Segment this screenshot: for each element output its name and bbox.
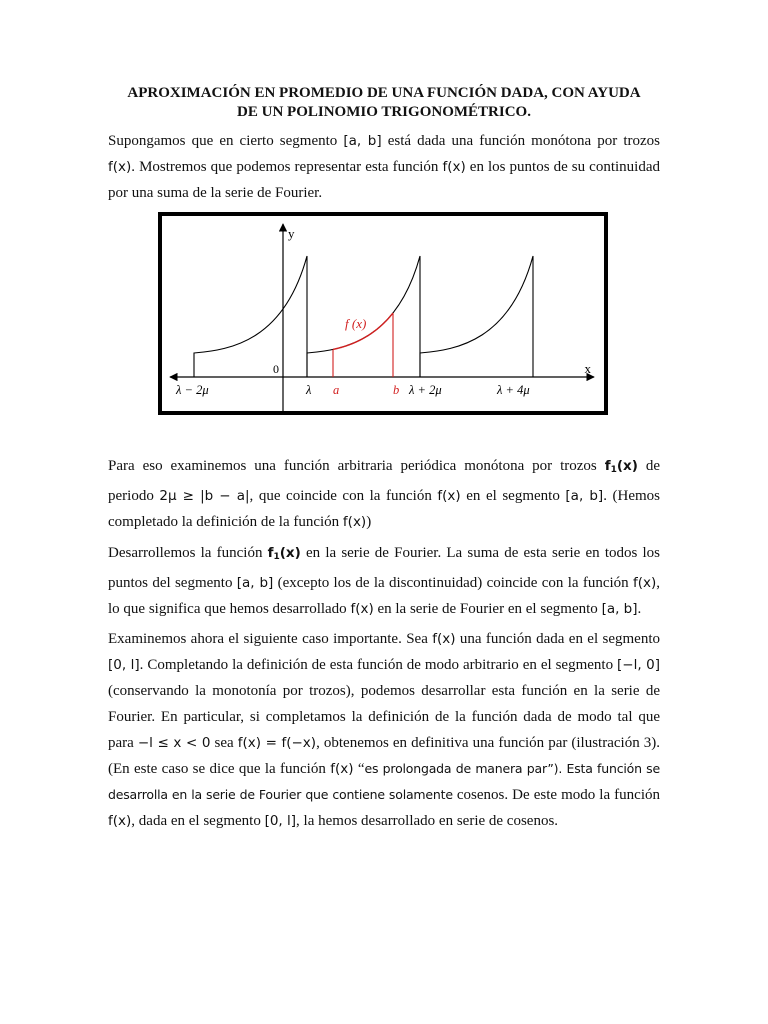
figure-svg bbox=[162, 216, 604, 411]
p1-text-1: Supongamos que en cierto segmento bbox=[108, 133, 344, 149]
title-line-1: APROXIMACIÓN EN PROMEDIO DE UNA FUNCIÓN DADA, CON AYUDA bbox=[127, 85, 641, 101]
p3-text-3: (excepto los de la discontinuidad) coincide con la función bbox=[273, 575, 633, 591]
paragraph-4 bbox=[108, 626, 660, 834]
p4-text-1: Examinemos ahora el siguiente caso importante. Sea bbox=[108, 631, 433, 647]
p3-text-4: , lo que significa que hemos desarrollado bbox=[108, 575, 660, 617]
x-axis-label: x bbox=[584, 361, 591, 376]
p4-text-3: . Completando la definición de esta función de modo arbitrario en el segmento bbox=[139, 657, 618, 673]
p3-math-2: [a, b] bbox=[236, 575, 274, 591]
p3-text-6: . bbox=[637, 601, 642, 617]
origin-label: 0 bbox=[273, 362, 279, 376]
p4-text-6: , obtenemos en definitiva una función par (ilustración 3). (En este caso se dice que la función bbox=[108, 735, 660, 777]
p3-math-4: f(x) bbox=[350, 601, 374, 617]
p4-text-2: una función dada en el segmento bbox=[455, 631, 660, 647]
p4-math-4: −l ≤ x < 0 bbox=[137, 735, 211, 751]
p4-math-7: f(x) bbox=[108, 813, 132, 829]
p2-math-4: [a, b] bbox=[565, 488, 604, 504]
p4-text-5: sea bbox=[210, 735, 238, 751]
tick-label-lambda-minus-2mu: λ − 2μ bbox=[176, 383, 209, 397]
tick-label-b: b bbox=[393, 383, 400, 397]
p4-text-9: cosenos. De este modo la función bbox=[452, 787, 660, 803]
p1-text-4: en los puntos de su continuidad por una suma de la serie de Fourier. bbox=[108, 159, 660, 201]
p1-text-3: . Mostremos que podemos representar esta función bbox=[131, 159, 443, 175]
p3-math-5: [a, b] bbox=[601, 601, 638, 617]
p3-text-1: Desarrollemos la función bbox=[108, 545, 268, 561]
document-title bbox=[108, 84, 660, 122]
p4-text-7: “ bbox=[353, 761, 365, 777]
title-line-2: DE UN POLINOMIO TRIGONOMÉTRICO. bbox=[237, 104, 531, 120]
p2-math-2: 2μ ≥ |b − a| bbox=[159, 488, 250, 504]
tick-label-lambda: λ bbox=[306, 383, 312, 397]
p3-text-5: en la serie de Fourier en el segmento bbox=[373, 601, 602, 617]
p4-text-11: , la hemos desarrollado en serie de cosenos. bbox=[296, 813, 559, 829]
periodic-function-figure bbox=[158, 212, 608, 415]
p3-math-3: f(x) bbox=[632, 575, 657, 591]
f-of-x-label: f (x) bbox=[345, 316, 367, 331]
p1-text-2: está dada una función monótona por trozos bbox=[381, 133, 660, 149]
p2-text-1: Para eso examinemos una función arbitraria periódica monótona por trozos bbox=[108, 458, 605, 474]
tick-label-lambda-plus-2mu: λ + 2μ bbox=[409, 383, 442, 397]
p2-text-3: , que coincide con la función bbox=[249, 488, 438, 504]
paragraph-2 bbox=[108, 453, 660, 535]
p2-math-3: f(x) bbox=[437, 488, 461, 504]
p4-text-10: , dada en el segmento bbox=[131, 813, 265, 829]
p4-math-1: f(x) bbox=[432, 631, 456, 647]
tick-label-a: a bbox=[333, 383, 340, 397]
p4-math-3: [−l, 0] bbox=[617, 657, 660, 673]
tick-label-lambda-plus-4mu: λ + 4μ bbox=[497, 383, 530, 397]
p1-math-2: f(x) bbox=[108, 159, 132, 175]
p2-text-4: en el segmento bbox=[460, 488, 566, 504]
p4-text-8: es prolongada de manera par”). Esta función se desarrolla en la serie de Fourier que contiene solamente bbox=[108, 761, 660, 802]
p4-math-6: f(x) bbox=[330, 761, 354, 777]
p2-text-2: de periodo bbox=[108, 458, 660, 504]
curve-period-left bbox=[194, 256, 307, 377]
p4-math-5: f(x) = f(−x) bbox=[237, 735, 317, 751]
p2-math-f1: $f_1(x)$ bbox=[604, 458, 638, 475]
p3-text-2: en la serie de Fourier. La suma de esta serie en todos los puntos del segmento bbox=[108, 545, 660, 591]
p2-math-5: f(x) bbox=[342, 514, 367, 530]
p2-text-5: . (Hemos completado la definición de la función bbox=[108, 488, 660, 530]
p2-text-6: ) bbox=[366, 514, 372, 530]
paragraph-3 bbox=[108, 540, 660, 622]
p3-math-f1: $f_1(x)$ bbox=[267, 545, 301, 562]
curve-period-right bbox=[420, 256, 533, 377]
paragraph-1 bbox=[108, 128, 660, 206]
p1-math-1: [a, b] bbox=[343, 133, 382, 149]
p1-math-3: f(x) bbox=[442, 159, 466, 175]
p4-math-2: [0, l] bbox=[108, 657, 140, 673]
y-axis-label: y bbox=[288, 226, 295, 241]
p4-text-4: (conservando la monotonía por trozos), podemos desarrollar esta función en la serie de Fourier. En particular, si completamos la definición de la función dada de modo tal que para bbox=[108, 683, 660, 751]
p4-math-8: [0, l] bbox=[264, 813, 297, 829]
